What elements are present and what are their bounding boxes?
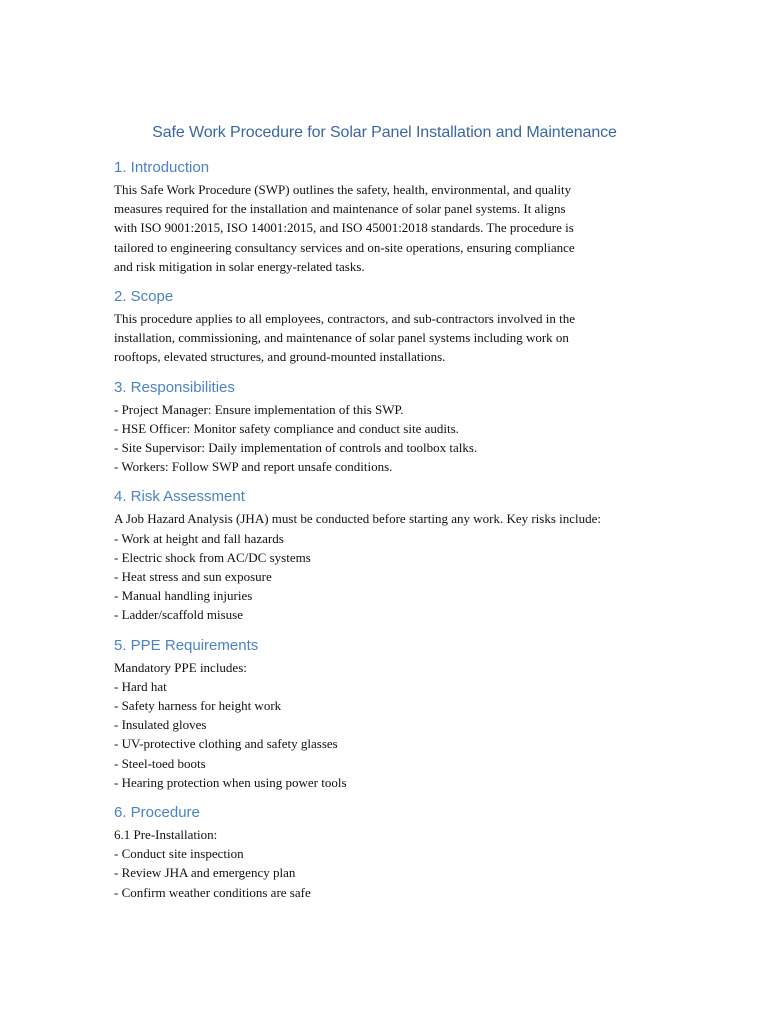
section-body [114, 509, 674, 624]
list-item: - Electric shock from AC/DC systems [114, 549, 311, 565]
section-gap [114, 367, 674, 378]
list-item: - Review JHA and emergency plan [114, 865, 296, 881]
list-item: - Work at height and fall hazards [114, 530, 284, 546]
section-heading: 4. Risk Assessment [114, 488, 245, 506]
section-body [114, 309, 674, 367]
subsection-label: 6.1 Pre-Installation: [114, 827, 218, 843]
section-body [114, 400, 674, 477]
list-item: - Manual handling injuries [114, 588, 253, 604]
list-item: - Ladder/scaffold misuse [114, 607, 243, 623]
document-title: Safe Work Procedure for Solar Panel Installation and Maintenance [152, 124, 617, 141]
list-item: - Safety harness for height work [114, 698, 282, 714]
section-heading: 2. Scope [114, 288, 174, 306]
body-line: measures required for the installation and maintenance of solar panel systems. It aligns [114, 201, 566, 217]
list-item: - UV-protective clothing and safety glasses [114, 736, 338, 752]
section-responsibilities [114, 378, 674, 477]
list-item: - Steel-toed boots [114, 755, 206, 771]
list-item: - Hard hat [114, 678, 167, 694]
body-line: This procedure applies to all employees, contractors, and sub-contractors involved in the [114, 311, 575, 327]
body-line: installation, commissioning, and maintenance of solar panel systems including work on [114, 330, 569, 346]
section-risk-assessment [114, 487, 674, 624]
section-body [114, 180, 674, 276]
section-gap [114, 792, 674, 803]
section-gap [114, 476, 674, 487]
section-heading: 1. Introduction [114, 159, 210, 176]
body-line: Mandatory PPE includes: [114, 659, 247, 675]
list-item: - Project Manager: Ensure implementation of this SWP. [114, 401, 404, 417]
list-item: - Insulated gloves [114, 717, 207, 733]
section-body [114, 825, 674, 902]
document-page [114, 124, 674, 902]
list-item: - Confirm weather conditions are safe [114, 884, 311, 900]
section-gap [114, 276, 674, 287]
section-heading: 5. PPE Requirements [114, 636, 259, 654]
body-line: and risk mitigation in solar energy-related tasks. [114, 258, 365, 274]
list-item: - Heat stress and sun exposure [114, 569, 272, 585]
list-item: - Hearing protection when using power tools [114, 774, 347, 790]
body-line: with ISO 9001:2015, ISO 14001:2015, and ISO 45001:2018 standards. The procedure is [114, 220, 574, 236]
list-item: - Conduct site inspection [114, 846, 244, 862]
section-heading: 3. Responsibilities [114, 378, 235, 396]
body-line: This Safe Work Procedure (SWP) outlines the safety, health, environmental, and quality [114, 182, 572, 197]
list-item: - Site Supervisor: Daily implementation of controls and toolbox talks. [114, 440, 478, 456]
list-item: - Workers: Follow SWP and report unsafe conditions. [114, 459, 393, 475]
section-body [114, 658, 674, 792]
section-ppe-requirements [114, 636, 674, 792]
section-introduction [114, 158, 674, 276]
section-heading: 6. Procedure [114, 804, 200, 822]
list-item: - HSE Officer: Monitor safety compliance and conduct site audits. [114, 420, 459, 436]
section-procedure [114, 803, 674, 902]
section-gap [114, 625, 674, 636]
body-line: rooftops, elevated structures, and ground-mounted installations. [114, 349, 446, 365]
body-line: tailored to engineering consultancy services and on-site operations, ensuring compliance [114, 239, 575, 255]
section-scope [114, 287, 674, 367]
body-line: A Job Hazard Analysis (JHA) must be conducted before starting any work. Key risks include: [114, 511, 602, 527]
